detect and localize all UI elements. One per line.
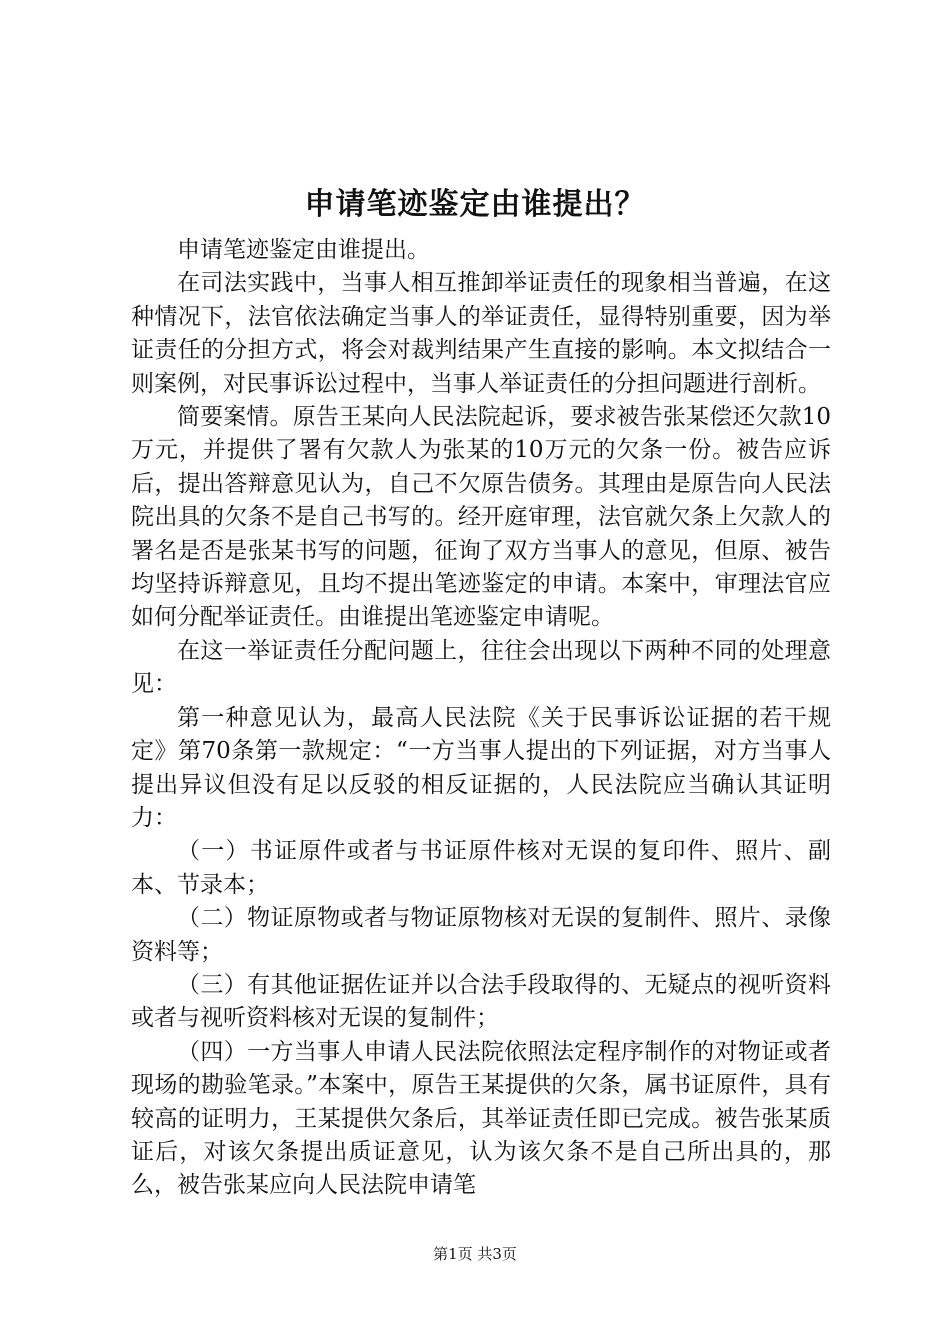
paragraph-item-4: （四）一方当事人申请人民法院依照法定程序制作的对物证或者现场的勘验笔录。”本案中，原告王某提供的欠条，属书证原件，具有较高的证明力，王某提供欠条后，其举证责任即已完成。被告张某质证后，对该欠条提出质证意见，认为该欠条不是自己所出具的，那么，被告张某应向人民法院申请笔 (131, 1038, 831, 1199)
paragraph-item-2: （二）物证原物或者与物证原物核对无误的复制件、照片、录像资料等； (131, 905, 831, 965)
page-footer: 第1页 共3页 (433, 1245, 517, 1263)
document-body (131, 234, 831, 1203)
paragraph-background: 在司法实践中，当事人相互推卸举证责任的现象相当普遍，在这种情况下，法官依法确定当事人的举证责任，显得特别重要，因为举证责任的分担方式，将会对裁判结果产生直接的影响。本文拟结合一则案例，对民事诉讼过程中，当事人举证责任的分担问题进行剖析。 (131, 270, 831, 397)
paragraph-case-summary: 简要案情。原告王某向人民法院起诉，要求被告张某偿还欠款10万元，并提供了署有欠款人为张某的10万元的欠条一份。被告应诉后，提出答辩意见认为，自己不欠原告债务。其理由是原告向人民法院出具的欠条不是自己书写的。经开庭审理，法官就欠条上欠款人的署名是否是张某书写的问题，征询了双方当事人的意见，但原、被告均坚持诉辩意见，且均不提出笔迹鉴定的申请。本案中，审理法官应如何分配举证责任。由谁提出笔迹鉴定申请呢。 (131, 404, 831, 631)
paragraph-two-opinions: 在这一举证责任分配问题上，往往会出现以下两种不同的处理意见： (131, 637, 831, 698)
document-title: 申请笔迹鉴定由谁提出？ (304, 187, 646, 222)
paragraph-intro: 申请笔迹鉴定由谁提出。 (177, 237, 430, 263)
paragraph-first-opinion: 第一种意见认为，最高人民法院《关于民事诉讼证据的若干规定》第70条第一款规定：“一方当事人提出的下列证据，对方当事人提出异议但没有足以反驳的相反证据的，人民法院应当确认其证明力： (131, 704, 831, 831)
paragraph-item-3: （三）有其他证据佐证并以合法手段取得的、无疑点的视听资料或者与视听资料核对无误的复制件； (131, 971, 831, 1032)
paragraph-item-1: （一）书证原件或者与书证原件核对无误的复印件、照片、副本、节录本； (131, 838, 831, 898)
